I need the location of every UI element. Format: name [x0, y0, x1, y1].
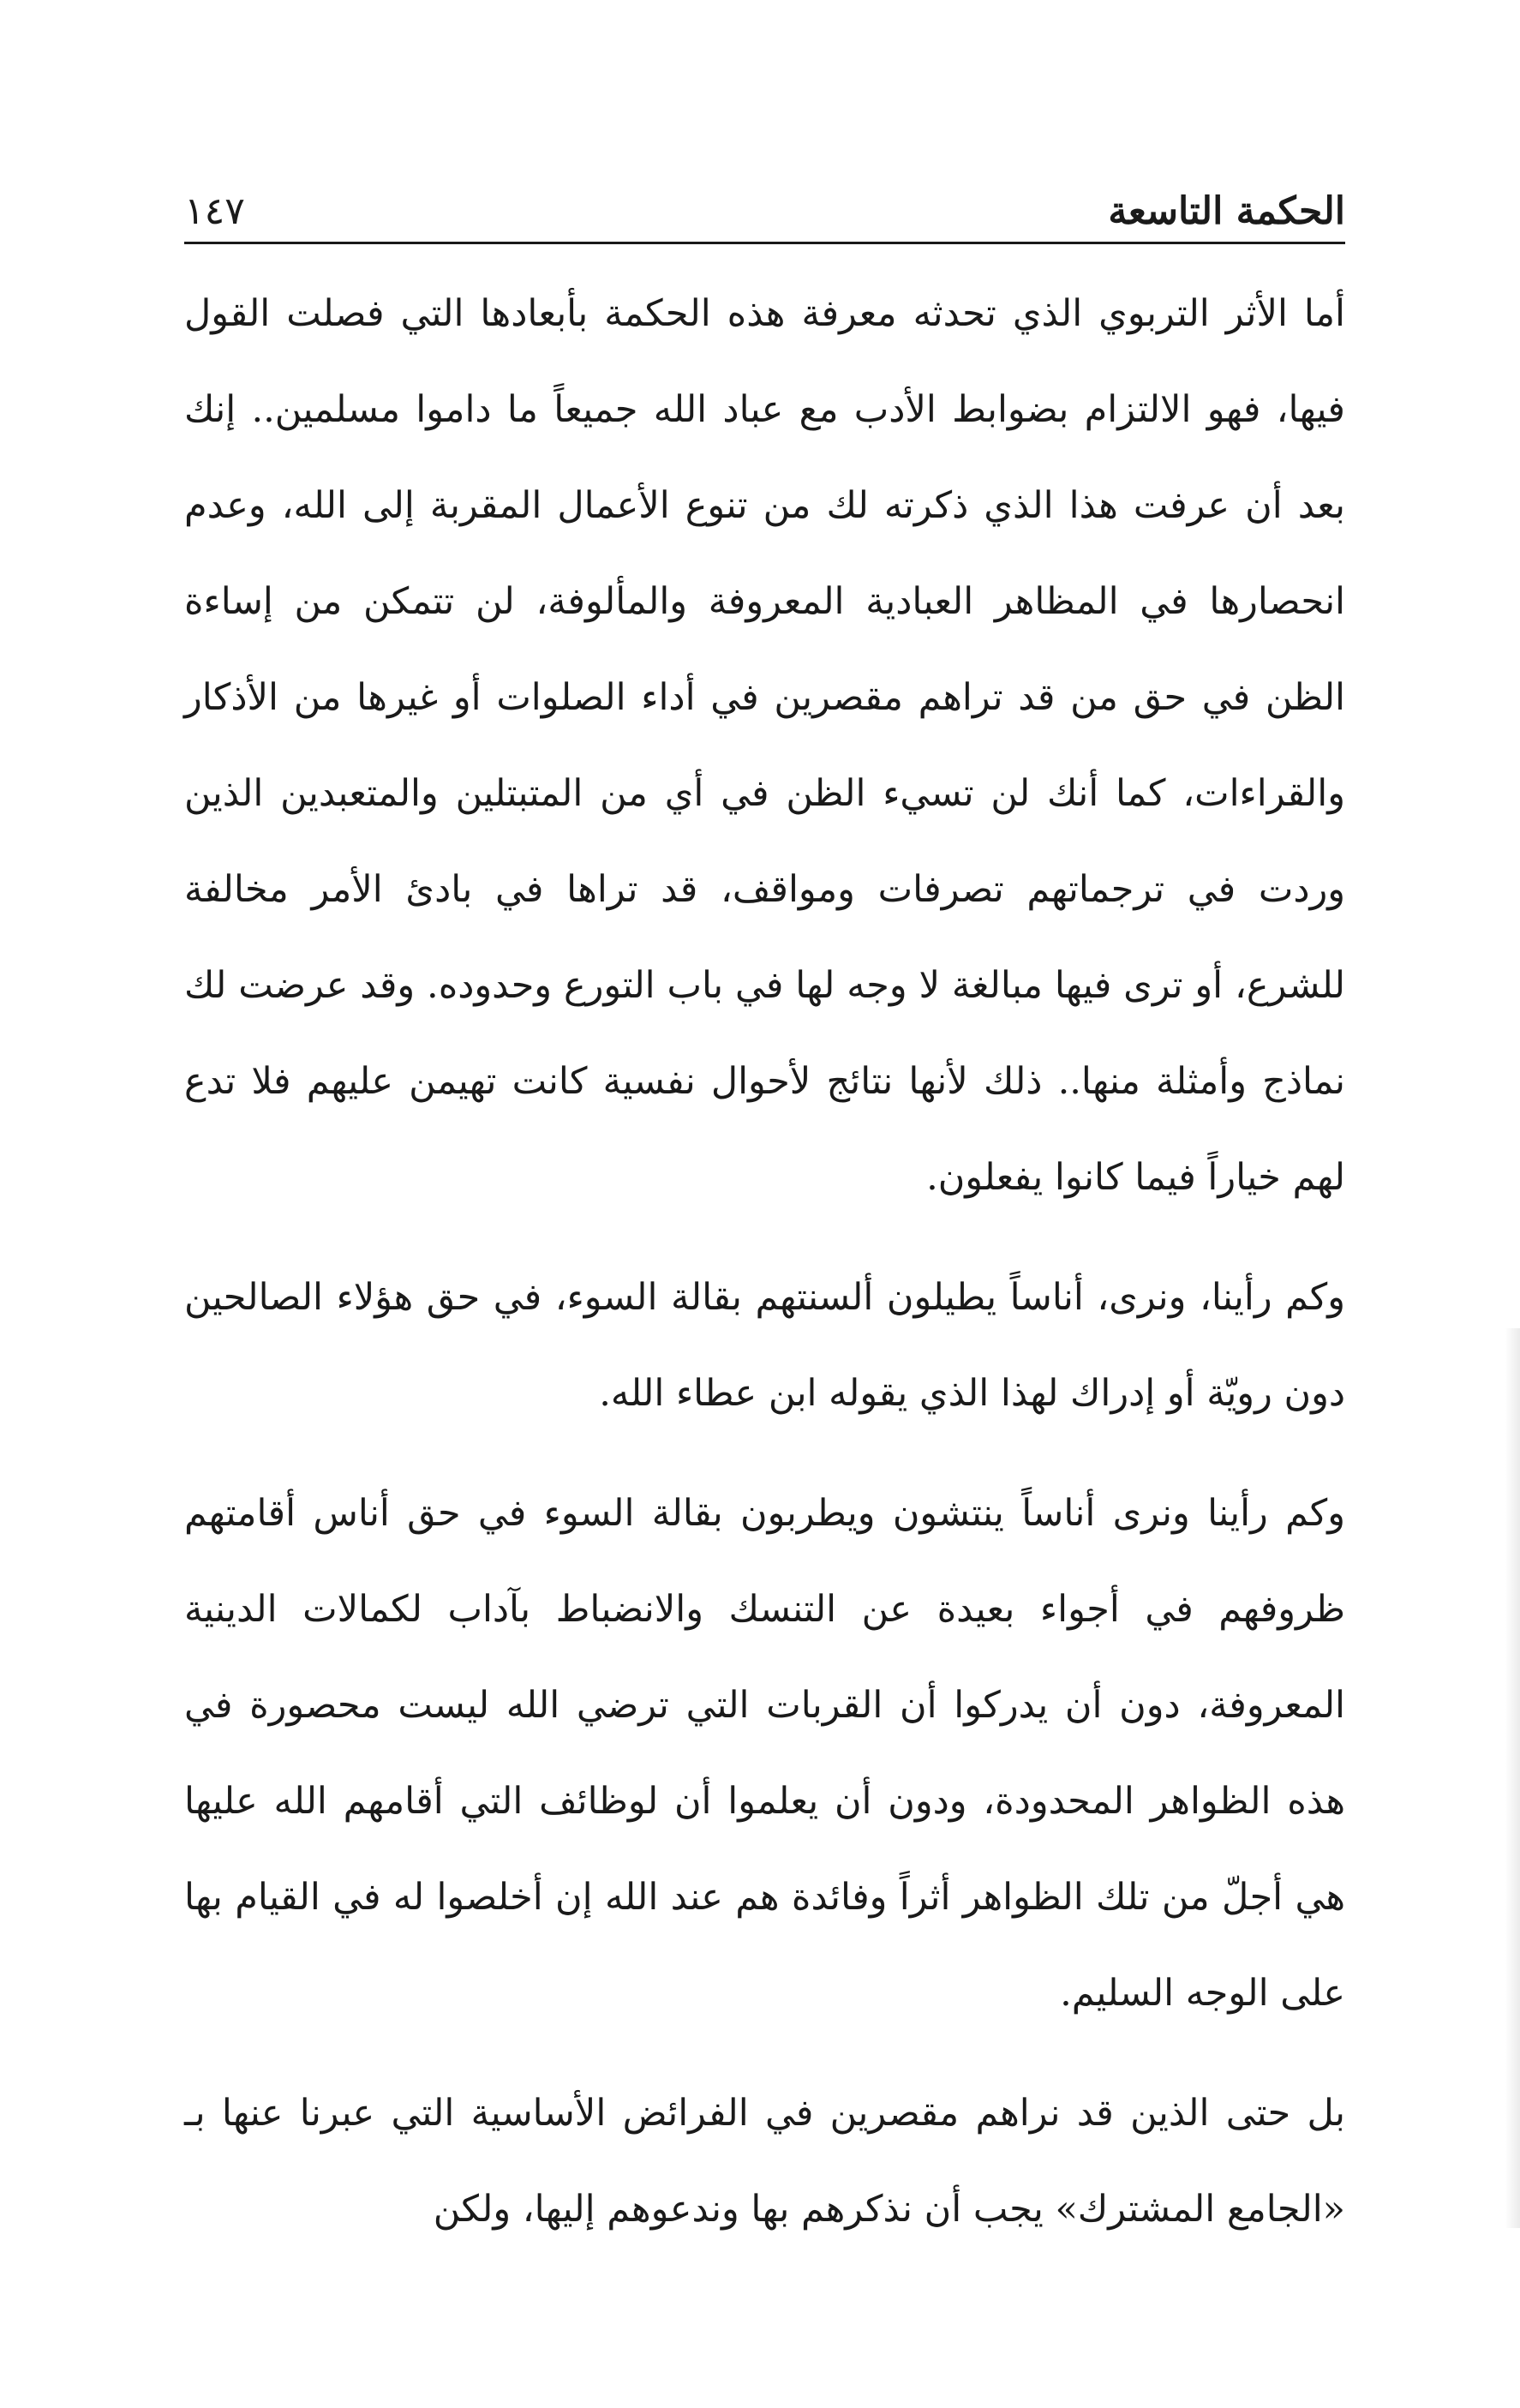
- paragraph-2: وكم رأينا، ونرى، أناساً يطيلون ألسنتهم بقالة السوء، في حق هؤلاء الصالحين دون رويّة أو إدراك لهذا الذي يقوله ابن عطاء الله.: [184, 1276, 1345, 1415]
- paragraph-1: أما الأثر التربوي الذي تحدثه معرفة هذه الحكمة بأبعادها التي فصلت القول فيها، فهو الالتزام بضوابط الأدب مع عباد الله جميعاً ما داموا مسلمين.. إنك بعد أن عرفت هذا الذي ذكرته لك من تنوع الأعمال المقربة إلى الله، وعدم انحصارها في المظاهر العبادية المعروفة والمألوفة، لن تتمكن من إساءة الظن في حق من قد تراهم مقصرين في أداء الصلوات أو غيرها من الأذكار والقراءات، كما أنك لن تسيء الظن في أي من المتبتلين والمتعبدين الذين وردت في ترجماتهم تصرفات ومواقف، قد تراها في بادئ الأمر مخالفة للشرع، أو ترى فيها مبالغة لا وجه لها في باب التورع وحدوده. وقد عرضت لك نماذج وأمثلة منها.. ذلك لأنها نتائج لأحوال نفسية كانت تهيمن عليهم فلا تدع لهم خياراً فيما كانوا يفعلون.: [184, 292, 1345, 1199]
- body-text: [184, 266, 1345, 2257]
- page-number: ١٤٧: [184, 189, 245, 233]
- scan-edge: [1505, 1328, 1520, 2228]
- running-title: الحكمة التاسعة: [1108, 189, 1345, 233]
- header-rule: [184, 242, 1345, 244]
- paragraph-3: وكم رأينا ونرى أناساً ينتشون ويطربون بقالة السوء في حق أناس أقامتهم ظروفهم في أجواء بعيدة عن التنسك والانضباط بآداب لكمالات الدينية المعروفة، دون أن يدركوا أن القربات التي ترضي الله ليست محصورة في هذه الظواهر المحدودة، ودون أن يعلموا أن لوظائف التي أقامهم الله عليها هي أجلّ من تلك الظواهر أثراً وفائدة هم عند الله إن أخلصوا له في القيام بها على الوجه السليم.: [184, 1492, 1345, 2015]
- paragraph-4: بل حتى الذين قد نراهم مقصرين في الفرائض الأساسية التي عبرنا عنها بـ «الجامع المشترك» يجب أن نذكرهم بها وندعوهم إليها، ولكن: [184, 2092, 1345, 2231]
- page-header: [184, 184, 1345, 236]
